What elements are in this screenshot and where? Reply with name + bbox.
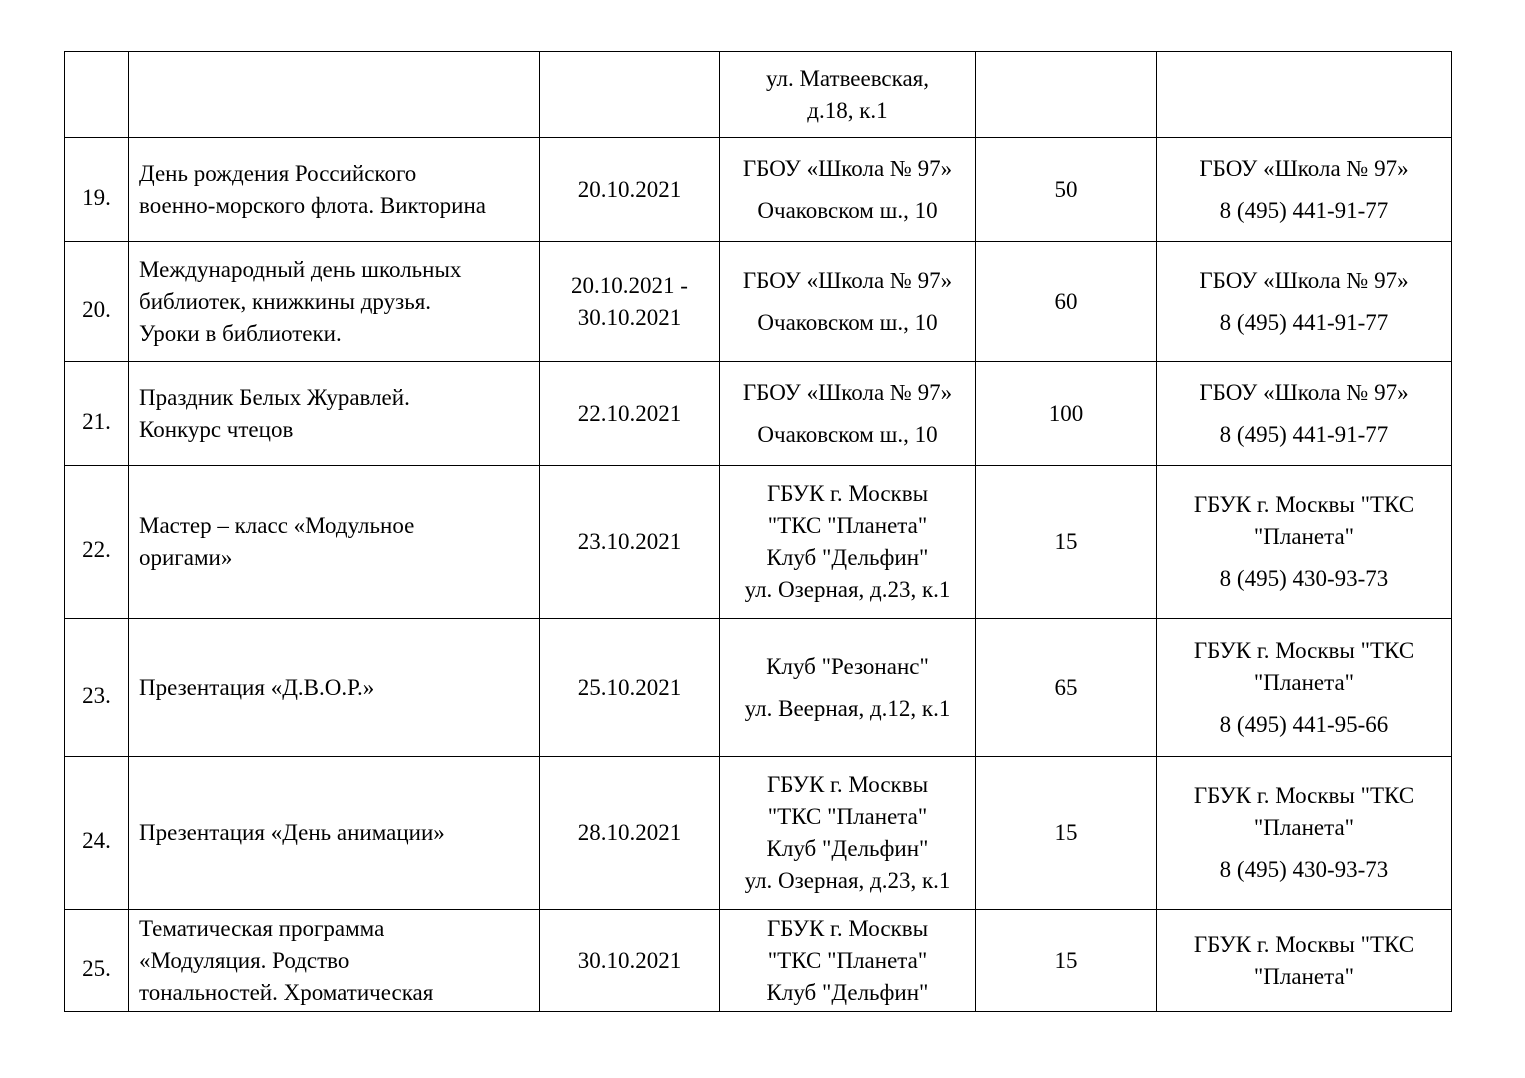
event-title-cell [129,466,540,619]
row-number-cell [65,910,129,1012]
place-line: ул. Веерная, д.12, к.1 [744,695,951,721]
table-row [65,138,1452,242]
event-place-cell [720,757,976,910]
participants-count-cell [976,52,1157,138]
place-line: ул. Матвеевская, [765,65,930,91]
table-row [65,757,1452,910]
row-number-cell [65,52,129,138]
organizer-line: ГБОУ «Школа № 97» [1199,155,1409,181]
row-number: 20. [82,296,111,322]
participants-count: 15 [1054,529,1078,554]
organizer-phone: 8 (495) 430-93-73 [1219,857,1389,882]
organizer-line: ГБУК г. Москвы "ТКС [1193,931,1415,957]
participants-count-cell [976,466,1157,619]
participants-count: 100 [1048,400,1084,426]
title-line: Уроки в библиотеки. [139,320,342,346]
row-number-cell [65,138,129,242]
row-number: 19. [82,184,111,210]
date-line: 23.10.2021 [577,529,682,554]
title-line: День рождения Российского [139,160,417,186]
events-table-body [65,52,1452,1012]
date-line: 20.10.2021 [577,176,682,202]
title-line: Презентация «Д.В.О.Р.» [139,674,375,700]
event-date-cell [540,910,720,1012]
date-line: 30.10.2021 [577,947,682,973]
event-place-cell [720,619,976,757]
participants-count: 15 [1054,820,1078,845]
row-number: 21. [82,408,111,434]
organizer-phone: 8 (495) 441-91-77 [1219,309,1389,335]
place-line: Клуб "Дельфин" [766,545,929,570]
place-line: "ТКС "Планета" [767,513,928,538]
place-line: Клуб "Дельфин" [766,836,929,861]
place-line: Клуб "Резонанс" [766,653,929,679]
participants-count-cell [976,242,1157,362]
organizer-cell [1157,466,1452,619]
table-row [65,242,1452,362]
row-number-cell [65,242,129,362]
row-number-cell [65,757,129,910]
organizer-line: ГБУК г. Москвы "ТКС [1193,783,1415,808]
place-line: ГБУК г. Москвы [766,915,929,941]
date-line: 25.10.2021 [577,674,682,700]
organizer-line: ГБУК г. Москвы "ТКС [1193,637,1415,663]
organizer-line: ГБОУ «Школа № 97» [1199,379,1409,405]
event-title-cell [129,910,540,1012]
organizer-line: ГБУК г. Москвы "ТКС [1193,492,1415,517]
organizer-line: ГБОУ «Школа № 97» [1199,267,1409,293]
event-place-cell [720,362,976,466]
event-date-cell [540,757,720,910]
event-date-cell [540,242,720,362]
event-title-cell [129,757,540,910]
organizer-cell [1157,910,1452,1012]
event-place-cell [720,466,976,619]
participants-count: 15 [1054,947,1078,973]
date-line: 28.10.2021 [577,820,682,845]
place-line: ГБУК г. Москвы [766,481,929,506]
table-row [65,910,1452,1012]
table-row [65,52,1452,138]
row-number: 24. [82,828,111,853]
event-date-cell [540,52,720,138]
row-number-cell [65,362,129,466]
place-line: "ТКС "Планета" [767,947,928,973]
row-number-cell [65,619,129,757]
participants-count-cell [976,619,1157,757]
place-line: "ТКС "Планета" [767,804,928,829]
place-line: ГБУК г. Москвы [766,772,929,797]
title-line: тональностей. Хроматическая [139,979,434,1005]
event-date-cell [540,362,720,466]
row-number-cell [65,466,129,619]
event-place-cell [720,910,976,1012]
place-line: Очаковском ш., 10 [757,197,938,223]
organizer-phone: 8 (495) 441-91-77 [1219,197,1389,223]
participants-count: 60 [1054,288,1078,314]
place-line: ул. Озерная, д.23, к.1 [744,577,951,602]
participants-count: 65 [1054,674,1078,700]
table-row [65,362,1452,466]
organizer-cell [1157,362,1452,466]
place-line: Очаковском ш., 10 [757,309,938,335]
organizer-cell [1157,52,1452,138]
event-date-cell [540,138,720,242]
event-title-cell [129,52,540,138]
title-line: Конкурс чтецов [139,416,294,442]
organizer-cell [1157,757,1452,910]
participants-count-cell [976,910,1157,1012]
title-line: оригами» [139,545,233,570]
title-line: Международный день школьных [139,256,462,282]
place-line: ГБОУ «Школа № 97» [742,155,953,181]
organizer-cell [1157,619,1452,757]
title-line: Мастер – класс «Модульное [139,513,415,538]
date-line: 22.10.2021 [577,400,682,426]
title-line: Тематическая программа [139,915,385,941]
organizer-line: "Планета" [1253,963,1355,989]
event-title-cell [129,138,540,242]
event-place-cell [720,138,976,242]
participants-count: 50 [1054,176,1078,202]
place-line: д.18, к.1 [807,97,888,123]
organizer-phone: 8 (495) 441-95-66 [1219,711,1389,737]
organizer-cell [1157,242,1452,362]
participants-count-cell [976,757,1157,910]
participants-count-cell [976,138,1157,242]
place-line: Клуб "Дельфин" [766,979,929,1005]
place-line: ул. Озерная, д.23, к.1 [744,868,951,893]
event-date-cell [540,619,720,757]
place-line: ГБОУ «Школа № 97» [742,379,953,405]
events-table [64,51,1452,1012]
organizer-phone: 8 (495) 441-91-77 [1219,421,1389,447]
row-number: 25. [82,955,111,981]
title-line: Презентация «День анимации» [139,820,445,845]
organizer-cell [1157,138,1452,242]
event-place-cell [720,242,976,362]
title-line: библиотек, книжкины друзья. [139,288,432,314]
row-number: 23. [82,682,111,708]
date-line: 30.10.2021 [577,304,682,330]
row-number: 22. [82,537,111,562]
title-line: «Модуляция. Родство [139,947,350,973]
title-line: Праздник Белых Журавлей. [139,384,410,410]
date-line: 20.10.2021 - [571,272,688,298]
participants-count-cell [976,362,1157,466]
table-row [65,466,1452,619]
event-place-cell [720,52,976,138]
place-line: ГБОУ «Школа № 97» [742,267,953,293]
title-line: военно-морского флота. Викторина [139,192,486,218]
organizer-line: "Планета" [1253,669,1355,695]
organizer-phone: 8 (495) 430-93-73 [1219,566,1389,591]
place-line: Очаковском ш., 10 [757,421,938,447]
event-title-cell [129,242,540,362]
organizer-line: "Планета" [1253,815,1355,840]
table-row [65,619,1452,757]
organizer-line: "Планета" [1253,524,1355,549]
event-title-cell [129,362,540,466]
event-date-cell [540,466,720,619]
event-title-cell [129,619,540,757]
